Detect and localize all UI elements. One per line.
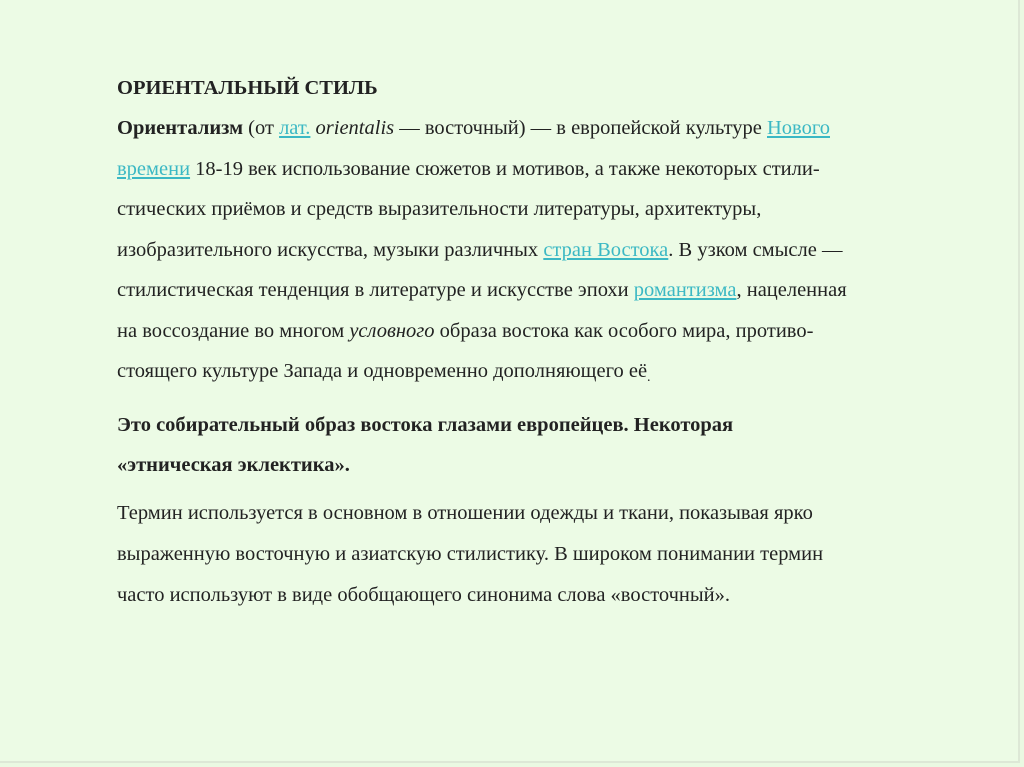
usage-line: выраженную восточную и азиатскую стилистику. В широком понимании термин xyxy=(117,542,824,565)
italic-word: условного xyxy=(349,319,435,342)
text-segment: — восточный) — в европейской культуре xyxy=(394,117,767,139)
term-bold: Ориентализм xyxy=(117,117,244,139)
slide-content xyxy=(117,76,947,616)
text-segment: образа востока как особого мира, противо- xyxy=(434,319,814,342)
text-segment: . xyxy=(647,370,651,385)
definition-paragraph xyxy=(117,108,947,399)
link-romanticism[interactable]: романтизма xyxy=(633,279,737,301)
latin-word: orientalis xyxy=(315,117,395,139)
text-segment: на воссоздание во многом xyxy=(117,319,350,342)
text-segment: (от xyxy=(243,117,280,139)
summary-line: «этническая эклектика». xyxy=(117,453,350,476)
text-segment: , нацеленная xyxy=(736,279,847,301)
text-segment: 18-19 век использование сюжетов и мотивов, а также некоторых стили- xyxy=(190,157,820,180)
slide-title: ОРИЕНТАЛЬНЫЙ СТИЛЬ xyxy=(117,77,378,99)
text-segment: стических приёмов и средств выразительности литературы, архитектуры, xyxy=(117,198,762,220)
summary-line: Это собирательный образ востока глазами европейцев. Некоторая xyxy=(117,413,734,436)
text-segment: изобразительного искусства, музыки различных xyxy=(117,238,544,261)
link-new-time-1[interactable]: Нового xyxy=(767,117,830,139)
text-segment: . В узком смысле — xyxy=(668,238,843,261)
usage-paragraph xyxy=(117,493,947,616)
usage-line: Термин используется в основном в отношении одежды и ткани, показывая ярко xyxy=(117,501,813,524)
link-east[interactable]: стран Востока xyxy=(543,238,669,261)
text-segment: стилистическая тенденция в литературе и искусстве эпохи xyxy=(117,279,634,301)
summary-paragraph xyxy=(117,405,947,485)
text-segment: стоящего культуре Запада и одновременно дополняющего её xyxy=(117,360,648,382)
usage-line: часто используют в виде обобщающего синонима слова «восточный». xyxy=(117,583,730,606)
link-new-time-2[interactable]: времени xyxy=(117,157,191,180)
link-latin[interactable]: лат. xyxy=(279,117,311,139)
